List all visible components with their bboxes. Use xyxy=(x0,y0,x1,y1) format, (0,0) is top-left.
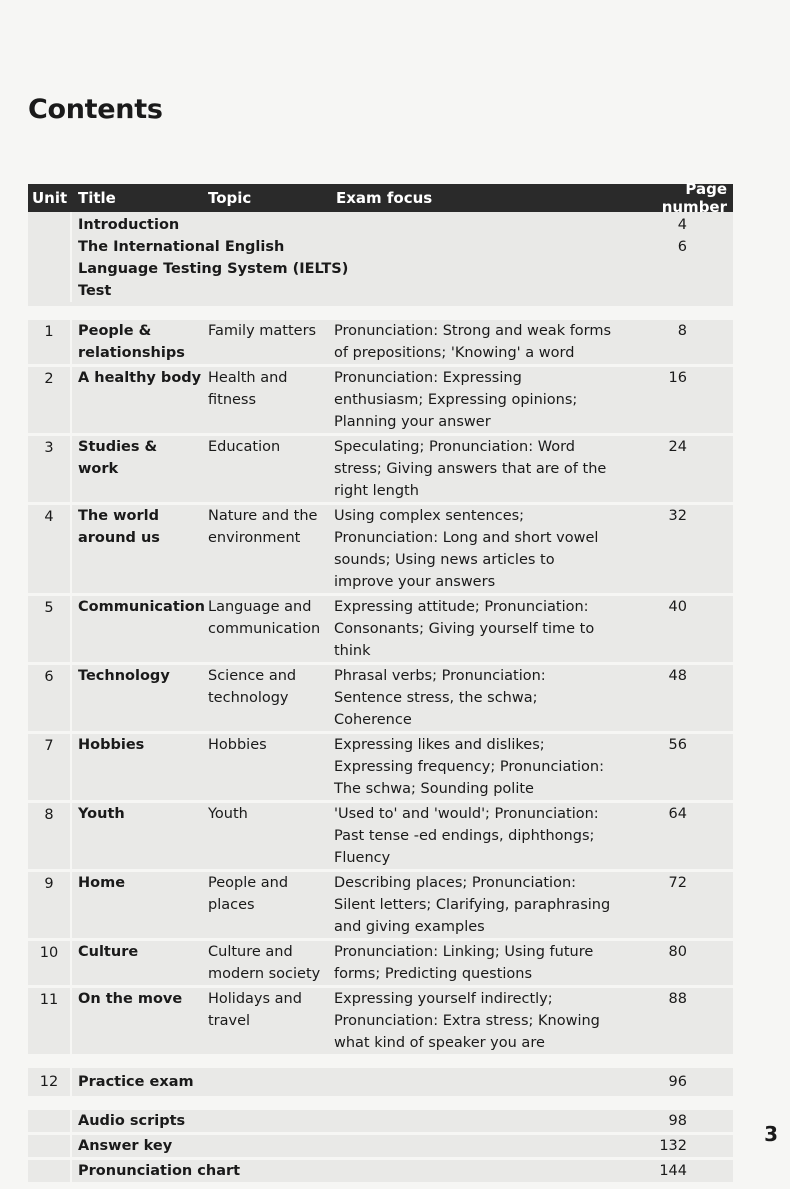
row-topic: Youth xyxy=(208,806,248,822)
row-page: 6 xyxy=(677,239,687,255)
row-page: 98 xyxy=(668,1113,687,1129)
table-row xyxy=(28,1157,733,1182)
row-title: Culture xyxy=(78,944,139,960)
row-title: Technology xyxy=(78,668,170,684)
contents-table xyxy=(28,180,733,1182)
row-title: Communication xyxy=(78,599,206,615)
table-row xyxy=(28,364,733,433)
table-row xyxy=(28,1054,733,1096)
row-title: On the move xyxy=(78,991,183,1007)
row-topic: People and places xyxy=(208,875,289,913)
row-page: 40 xyxy=(668,599,687,615)
row-page: 88 xyxy=(668,991,687,1007)
row-exam-focus: Expressing likes and dislikes; Expressing frequency; Pronunciation: The schwa; Sounding polite xyxy=(334,737,604,797)
row-title: Pronunciation chart xyxy=(78,1163,241,1179)
row-title: The world around us xyxy=(78,508,160,546)
row-topic: Nature and the environment xyxy=(208,508,318,546)
row-topic: Language and communication xyxy=(208,599,321,637)
row-topic: Family matters xyxy=(208,323,317,339)
page-title: Contents xyxy=(28,94,163,125)
header-unit: Unit xyxy=(32,189,68,207)
table-header xyxy=(28,180,733,216)
row-topic: Science and technology xyxy=(208,668,297,706)
row-title: People & relationships xyxy=(78,323,185,361)
row-exam-focus: Speculating; Pronunciation: Word stress; Giving answers that are of the right length xyxy=(334,439,607,499)
row-unit: 9 xyxy=(28,872,72,938)
table-row xyxy=(28,502,733,593)
header-title: Title xyxy=(78,189,116,207)
row-page: 72 xyxy=(668,875,687,891)
table-row xyxy=(28,1096,733,1132)
row-title: Hobbies xyxy=(78,737,145,753)
row-page: 8 xyxy=(677,323,687,339)
row-page: 132 xyxy=(659,1138,687,1154)
row-topic: Culture and modern society xyxy=(208,944,321,982)
row-topic: Holidays and travel xyxy=(208,991,302,1029)
row-topic: Hobbies xyxy=(208,737,267,753)
row-title: The International English Language Testing System (IELTS) Test xyxy=(78,239,349,299)
row-exam-focus: Pronunciation: Expressing enthusiasm; Expressing opinions; Planning your answer xyxy=(334,370,578,430)
row-exam-focus: Expressing attitude; Pronunciation: Consonants; Giving yourself time to think xyxy=(334,599,595,659)
row-exam-focus: Phrasal verbs; Pronunciation: Sentence stress, the schwa; Coherence xyxy=(334,668,546,728)
row-page: 48 xyxy=(668,668,687,684)
row-page: 80 xyxy=(668,944,687,960)
row-page: 32 xyxy=(668,508,687,524)
header-exam-focus: Exam focus xyxy=(336,189,433,207)
table-row xyxy=(28,938,733,985)
row-topic: Health and fitness xyxy=(208,370,288,408)
row-title: Answer key xyxy=(78,1138,173,1154)
table-row xyxy=(28,800,733,869)
header-topic: Topic xyxy=(208,189,252,207)
row-page: 56 xyxy=(668,737,687,753)
row-page: 16 xyxy=(668,370,687,386)
header-page-number: Page number xyxy=(661,180,727,216)
row-title: Practice exam xyxy=(78,1074,194,1090)
row-unit: 1 xyxy=(28,320,72,364)
row-page: 4 xyxy=(677,217,687,233)
row-unit: 4 xyxy=(28,505,72,593)
table-row xyxy=(28,433,733,502)
row-exam-focus: Pronunciation: Strong and weak forms of prepositions; 'Knowing' a word xyxy=(334,323,612,361)
table-row xyxy=(28,236,733,306)
row-unit: 8 xyxy=(28,803,72,869)
row-title: Home xyxy=(78,875,126,891)
table-row xyxy=(28,731,733,800)
row-page: 96 xyxy=(668,1074,687,1090)
row-unit: 6 xyxy=(28,665,72,731)
table-row xyxy=(28,306,733,364)
row-title: Audio scripts xyxy=(78,1113,186,1129)
row-unit: 10 xyxy=(28,941,72,985)
table-row xyxy=(28,212,733,236)
table-row xyxy=(28,869,733,938)
row-exam-focus: 'Used to' and 'would'; Pronunciation: Past tense -ed endings, diphthongs; Fluency xyxy=(334,806,599,866)
row-title: Introduction xyxy=(78,217,180,233)
row-unit: 5 xyxy=(28,596,72,662)
table-row xyxy=(28,662,733,731)
row-unit: 2 xyxy=(28,367,72,433)
row-exam-focus: Pronunciation: Linking; Using future forms; Predicting questions xyxy=(334,944,594,982)
row-exam-focus: Describing places; Pronunciation: Silent letters; Clarifying, paraphrasing and giving examples xyxy=(334,875,611,935)
row-unit: 11 xyxy=(28,988,72,1054)
page-number: 3 xyxy=(764,1122,778,1146)
row-unit: 3 xyxy=(28,436,72,502)
row-page: 144 xyxy=(659,1163,687,1179)
table-row xyxy=(28,593,733,662)
table-row xyxy=(28,1132,733,1157)
row-page: 24 xyxy=(668,439,687,455)
row-topic: Education xyxy=(208,439,281,455)
row-unit: 7 xyxy=(28,734,72,800)
table-row xyxy=(28,985,733,1054)
row-title: Studies & work xyxy=(78,439,158,477)
row-title: A healthy body xyxy=(78,370,202,386)
row-unit: 12 xyxy=(28,1068,72,1096)
row-exam-focus: Using complex sentences; Pronunciation: Long and short vowel sounds; Using news articles to improve your answers xyxy=(334,508,599,590)
row-exam-focus: Expressing yourself indirectly; Pronunciation: Extra stress; Knowing what kind of speaker you are xyxy=(334,991,600,1051)
row-title: Youth xyxy=(78,806,125,822)
row-page: 64 xyxy=(668,806,687,822)
